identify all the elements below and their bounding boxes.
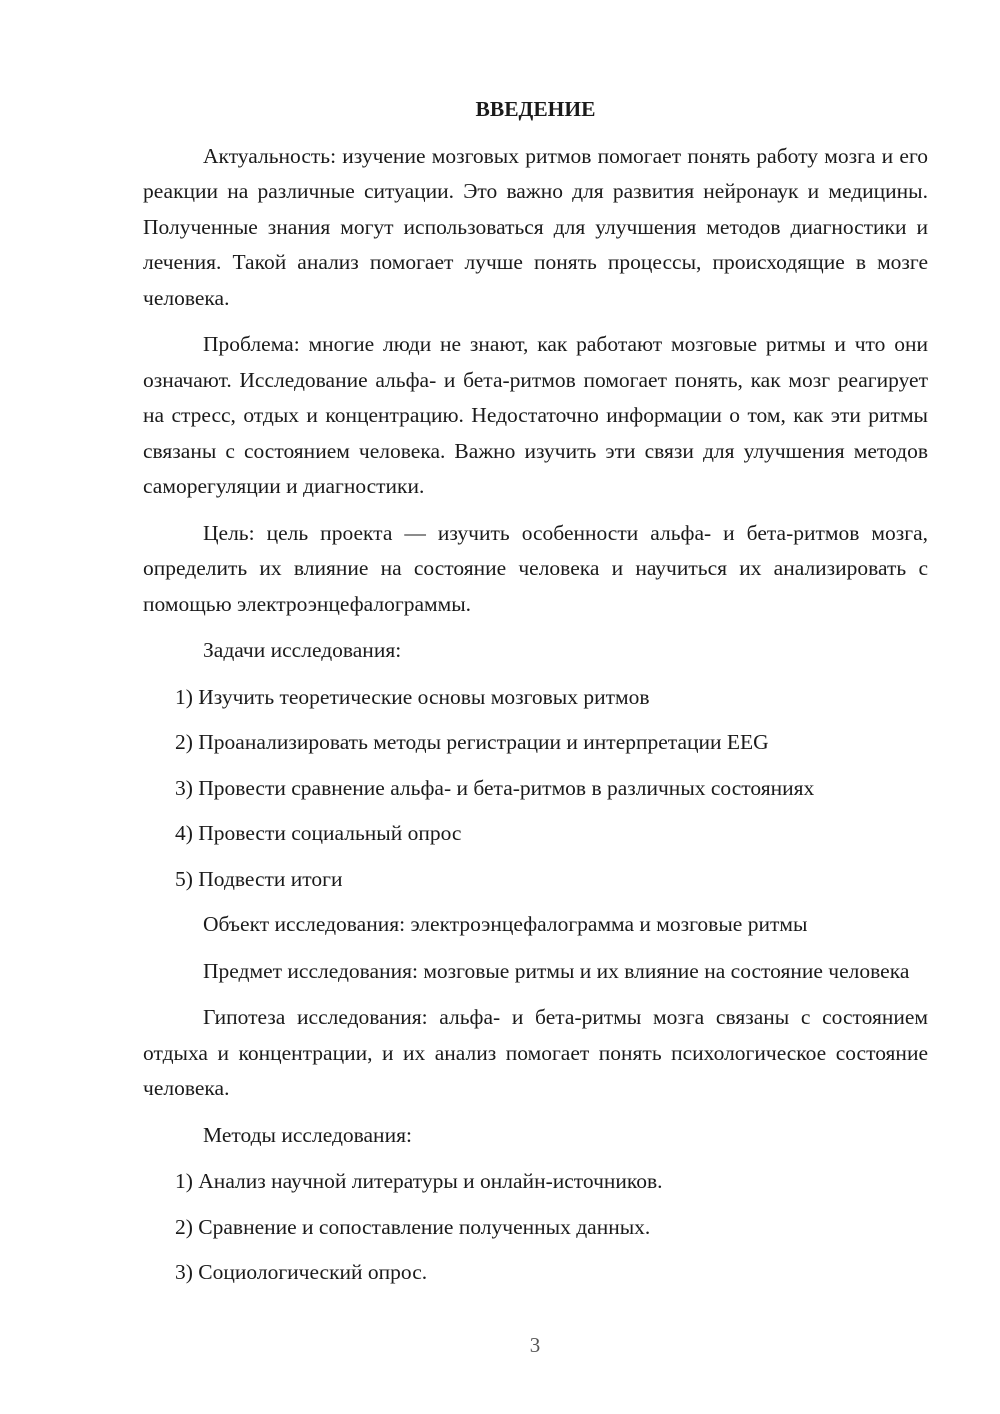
tasks-label: Задачи исследования:: [203, 638, 402, 662]
document-page: [143, 92, 928, 1301]
page-title: ВВЕДЕНИЕ: [475, 97, 596, 121]
object-paragraph: Объект исследования: электроэнцефалограмма и мозговые ритмы: [203, 912, 808, 936]
subject-paragraph: Предмет исследования: мозговые ритмы и их влияние на состояние человека: [203, 958, 910, 983]
tasks-list: [143, 680, 928, 898]
list-item: 1) Изучить теоретические основы мозговых ритмов: [175, 684, 650, 709]
list-item: 4) Провести социальный опрос: [175, 821, 462, 845]
list-item: 2) Проанализировать методы регистрации и интерпретации EEG: [175, 730, 769, 754]
list-item: 2) Сравнение и сопоставление полученных данных.: [175, 1214, 651, 1239]
page-number: 3: [529, 1333, 541, 1357]
list-item: 3) Социологический опрос.: [175, 1260, 428, 1284]
list-item: 5) Подвести итоги: [175, 866, 343, 891]
problem-paragraph: Проблема: многие люди не знают, как работают мозговые ритмы и что они означают. Исследование альфа- и бета-ритмов помогает понять, как мозг реагирует на стресс, отдых и концентрацию. Недостаточно информации о том, как эти ритмы связаны с состоянием человека. Важно изучить эти связи для улучшения методов саморегуляции и диагностики.: [143, 332, 928, 498]
list-item: 1) Анализ научной литературы и онлайн-источников.: [175, 1169, 663, 1193]
methods-list: [143, 1164, 928, 1291]
hypothesis-paragraph: Гипотеза исследования: альфа- и бета-ритмы мозга связаны с состоянием отдыха и концентрации, и их анализ помогает понять психологическое состояние человека.: [143, 1005, 928, 1100]
relevance-paragraph: Актуальность: изучение мозговых ритмов помогает понять работу мозга и его реакции на различные ситуации. Это важно для развития нейронаук и медицины. Полученные знания могут использоваться для улучшения методов диагностики и лечения. Такой анализ помогает лучше понять процессы, происходящие в мозге человека.: [143, 143, 928, 310]
list-item: 3) Провести сравнение альфа- и бета-ритмов в различных состояниях: [175, 775, 815, 800]
methods-label: Методы исследования:: [203, 1122, 412, 1147]
goal-paragraph: Цель: цель проекта — изучить особенности альфа- и бета-ритмов мозга, определить их влияние на состояние человека и научиться их анализировать с помощью электроэнцефалограммы.: [143, 520, 928, 616]
